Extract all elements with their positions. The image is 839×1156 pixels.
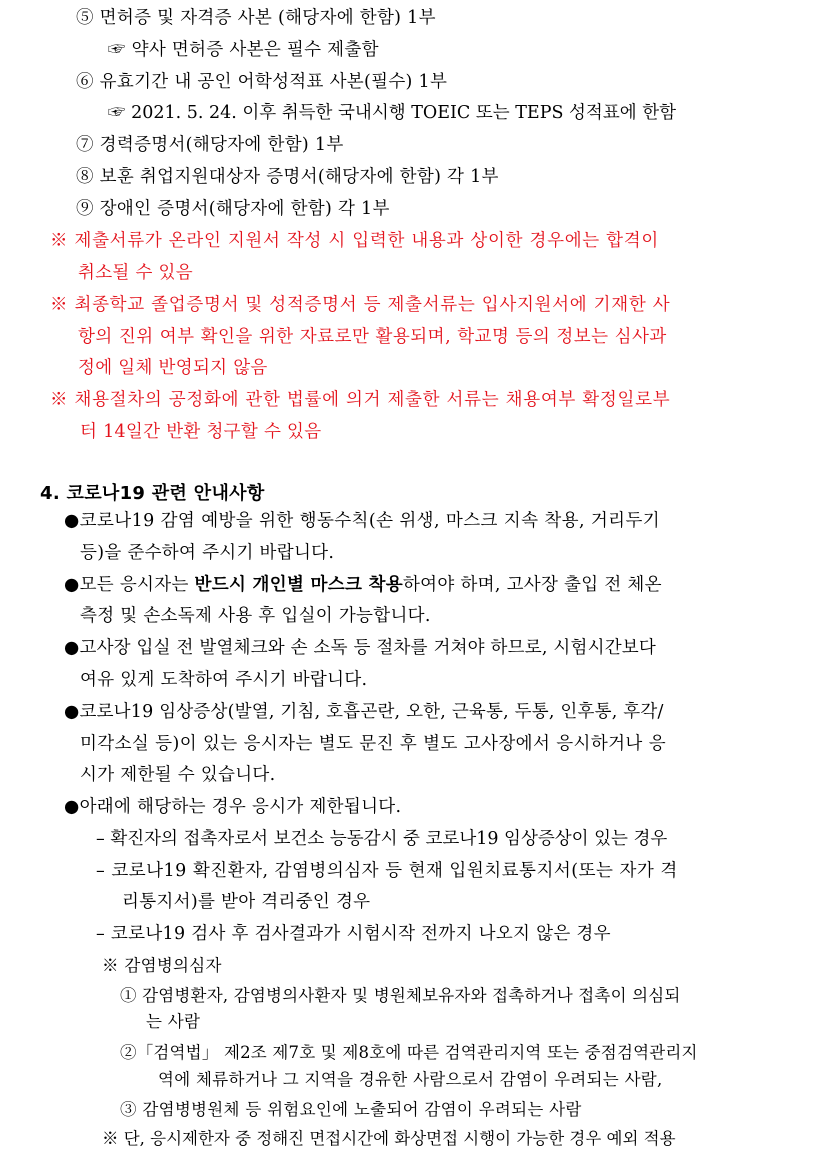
suspect-item-1-line-2: 는 사람	[146, 1012, 201, 1031]
attachment-item-8: ⑧ 보훈 취업지원대상자 증명서(해당자에 한함) 각 1부	[76, 167, 499, 187]
bullet-3-line-2: 여유 있게 도착하여 주시기 바랍니다.	[80, 670, 368, 690]
suspect-item-2-line-1: ②「검역법」 제2조 제7호 및 제8호에 따른 검역관리지역 또는 중점검역관리지	[120, 1043, 698, 1062]
bullet-2-line-1	[64, 573, 662, 597]
attachment-item-6: ⑥ 유효기간 내 공인 어학성적표 사본(필수) 1부	[76, 72, 448, 92]
section-4-title: 4. 코로나19 관련 안내사항	[40, 483, 265, 504]
bullet-2-prefix: ●모든 응시자는	[64, 575, 195, 595]
suspect-item-3: ③ 감염병병원체 등 위험요인에 노출되어 감염이 우려되는 사람	[120, 1100, 582, 1119]
bullet-1-line-1: ●코로나19 감염 예방을 위한 행동수칙(손 위생, 마스크 지속 착용, 거리두기	[64, 511, 661, 531]
suspect-title: ※ 감염병의심자	[102, 956, 222, 975]
bullet-4-line-3: 시가 제한될 수 있습니다.	[80, 765, 276, 785]
attachment-item-5-note: ☞ 약사 면허증 사본은 필수 제출함	[108, 40, 379, 60]
notice-1-line-2: 취소될 수 있음	[78, 263, 193, 283]
suspect-item-1-line-1: ① 감염병환자, 감염병의사환자 및 병원체보유자와 접촉하거나 접촉이 의심되	[120, 986, 681, 1005]
exception-note: ※ 단, 응시제한자 중 정해진 면접시간에 화상면접 시행이 가능한 경우 예외 적용	[102, 1129, 676, 1148]
attachment-item-7: ⑦ 경력증명서(해당자에 한함) 1부	[76, 135, 344, 155]
dash-item-1: – 확진자의 접촉자로서 보건소 능동감시 중 코로나19 임상증상이 있는 경우	[96, 829, 668, 849]
bullet-1-line-2: 등)을 준수하여 주시기 바랍니다.	[80, 543, 335, 563]
attachment-item-9: ⑨ 장애인 증명서(해당자에 한함) 각 1부	[76, 199, 390, 219]
bullet-2-suffix: 하여야 하며, 고사장 출입 전 체온	[402, 575, 662, 595]
bullet-2-emphasis: 반드시 개인별 마스크 착용	[194, 575, 403, 595]
bullet-4-line-1: ●코로나19 임상증상(발열, 기침, 호흡곤란, 오한, 근육통, 두통, 인후통, 후각/	[64, 702, 664, 722]
notice-1-line-1: ※ 제출서류가 온라인 지원서 작성 시 입력한 내용과 상이한 경우에는 합격이	[50, 231, 659, 251]
bullet-3-line-1: ●고사장 입실 전 발열체크와 손 소독 등 절차를 거쳐야 하므로, 시험시간보다	[64, 638, 657, 658]
dash-item-2-line-1: – 코로나19 확진환자, 감염병의심자 등 현재 입원치료통지서(또는 자가 격	[96, 861, 678, 881]
attachment-item-6-note: ☞ 2021. 5. 24. 이후 취득한 국내시행 TOEIC 또는 TEPS 성적표에 한함	[108, 103, 677, 123]
dash-item-3: – 코로나19 검사 후 검사결과가 시험시작 전까지 나오지 않은 경우	[96, 924, 611, 944]
bullet-2-line-2: 측정 및 손소독제 사용 후 입실이 가능합니다.	[80, 606, 431, 626]
notice-2-line-2: 항의 진위 여부 확인을 위한 자료로만 활용되며, 학교명 등의 정보는 심사과	[78, 327, 667, 347]
attachment-item-5: ⑤ 면허증 및 자격증 사본 (해당자에 한함) 1부	[76, 8, 436, 28]
notice-3-line-2: 터 14일간 반환 청구할 수 있음	[80, 422, 322, 442]
bullet-4-line-2: 미각소실 등)이 있는 응시자는 별도 문진 후 별도 고사장에서 응시하거나 응	[80, 734, 667, 754]
notice-3-line-1: ※ 채용절차의 공정화에 관한 법률에 의거 제출한 서류는 채용여부 확정일로부	[50, 390, 671, 410]
notice-2-line-1: ※ 최종학교 졸업증명서 및 성적증명서 등 제출서류는 입사지원서에 기재한 사	[50, 295, 671, 315]
suspect-item-2-line-2: 역에 체류하거나 그 지역을 경유한 사람으로서 감염이 우려되는 사람,	[158, 1070, 663, 1089]
dash-item-2-line-2: 리통지서)를 받아 격리중인 경우	[122, 892, 371, 912]
notice-2-line-3: 정에 일체 반영되지 않음	[78, 358, 268, 378]
bullet-5-line-1: ●아래에 해당하는 경우 응시가 제한됩니다.	[64, 797, 402, 817]
